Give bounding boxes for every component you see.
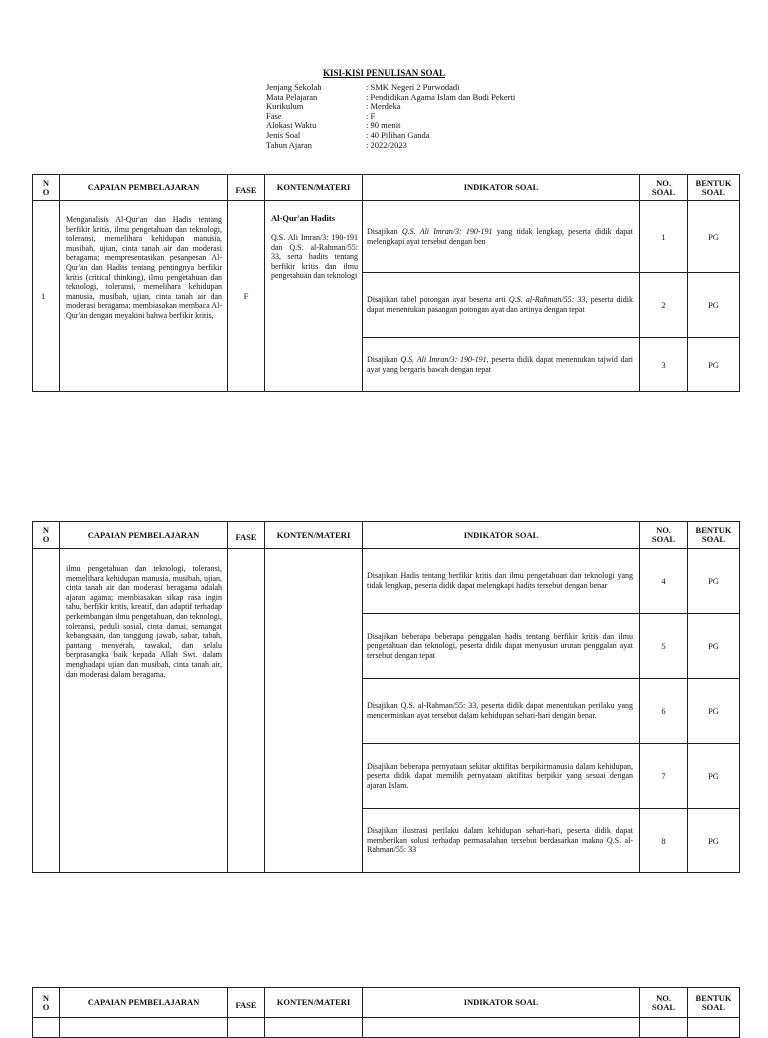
cell-bentuk: PG [688, 338, 740, 392]
cell-indikator: Disajikan beberapa pernyataan sekitar aktifitas berpikirmanusia dalam kehidupan, peserta didik dapat memilih pernyataan aktifitas berpikir yang sesuai dengan ajaran Islam. [363, 744, 640, 809]
cell-indikator: Disajikan Q.S. Ali Imran/3: 190-191, peserta didik dapat menentukan tajwid dari ayat yang bergaris bawah dengan tepat [363, 338, 640, 392]
cell-indikator: Disajikan Q.S. Ali Imran/3: 190-191 yang tidak lengkap, peserta didik dapat melengkapi ayat tersebut dengan ben [363, 201, 640, 273]
cell-no-soal: 5 [640, 614, 688, 679]
header-indikator: INDIKATOR SOAL [363, 522, 640, 549]
cell-fase: F [228, 201, 265, 392]
cell-bentuk: PG [688, 273, 740, 338]
cell-no-soal: 3 [640, 338, 688, 392]
cell-no: 1 [33, 201, 60, 392]
header-no-soal: NO. SOAL [640, 988, 688, 1018]
cell-bentuk: PG [688, 549, 740, 614]
cell-bentuk: PG [688, 201, 740, 273]
document-title: KISI-KISI PENULISAN SOAL [322, 68, 446, 78]
cell-konten [265, 201, 363, 392]
header-no: N O [33, 522, 60, 549]
cell-no-soal: 8 [640, 809, 688, 873]
header-capaian: CAPAIAN PEMBELAJARAN [60, 175, 228, 201]
table-row [33, 1018, 740, 1038]
header-bentuk: BENTUK SOAL [688, 988, 740, 1018]
meta-label: Jenis Soal [266, 129, 301, 140]
header-no: N O [33, 175, 60, 201]
header-no-soal: NO. SOAL [640, 175, 688, 201]
header-konten: KONTEN/MATERI [265, 988, 363, 1018]
table-row [33, 549, 740, 614]
header-bentuk: BENTUK SOAL [688, 522, 740, 549]
cell-bentuk: PG [688, 744, 740, 809]
meta-value: : SMK Negeri 2 Purwodadi [366, 82, 460, 92]
cell-no-soal: 4 [640, 549, 688, 614]
header-fase: FASE [228, 988, 265, 1018]
cell-no [33, 549, 60, 873]
meta-row [266, 141, 515, 151]
konten-heading: Al-Qur'an Hadits [271, 213, 335, 223]
document-meta [266, 83, 515, 150]
meta-value: : 2022/2023 [366, 139, 407, 150]
table-header-row [33, 988, 740, 1018]
table-header-row [33, 175, 740, 201]
cell-indikator: Disajikan ilustrasi perilaku dalam kehidupan sehari-hari, peserta didik dapat memberikan solusi terhadap permasalahan tersebut berdasarkan makna Q.S. al-Rahman/55: 33 [363, 809, 640, 873]
header-indikator: INDIKATOR SOAL [363, 175, 640, 201]
cell-no-soal: 6 [640, 679, 688, 744]
konten-body: Q.S. Ali Imran/3: 190-191 dan Q.S. al-Rahman/55: 33, serta hadits tentang berfikir kritis dan ilmu pengetahuan dan teknologi [271, 233, 358, 281]
meta-label: Kurikulum [266, 101, 304, 112]
header-bentuk: BENTUK SOAL [688, 175, 740, 201]
header-fase: FASE [228, 175, 265, 201]
cell-capaian: Menganalisis Al-Qur'an dan Hadis tentang berfikir kritis, ilmu pengetahuan dan teknologi, toleransi, memelihara kehidupan manusia, musibah, ujian, cinta tanah air dan moderasi beragama; mempresentasikan pesanpesan Al-Qur'an dan Hadits tentang pentingnya berfikir kritis (critical thinking), ilmu pengetahuan dan teknologi, toleransi, memelihara kehidupan manusia, musibah, ujian, cinta tanah air dan moderasi beragama; membiasakan membaca Al-Qur'an dengan meyakini bahwa berfikir kritis, [60, 201, 228, 392]
table-header-row [33, 522, 740, 549]
table-row [33, 201, 740, 273]
header-no: N O [33, 988, 60, 1018]
meta-label: Mata Pelajaran [266, 91, 318, 102]
meta-value: : 90 menit [366, 120, 401, 131]
meta-row [266, 102, 515, 112]
meta-value: : Merdeka [366, 101, 401, 112]
cell-konten [265, 549, 363, 873]
cell-no-soal: 1 [640, 201, 688, 273]
header-konten: KONTEN/MATERI [265, 175, 363, 201]
cell-indikator: Disajikan Hadis tentang berfikir kritis dan ilmu pengetahuan dan teknologi yang tidak lengkap, peserta didik dapat melengkapi hadits tersebut dengan benar [363, 549, 640, 614]
cell-no-soal: 7 [640, 744, 688, 809]
kisi-table-3 [32, 987, 740, 1038]
kisi-table-1 [32, 174, 740, 392]
cell-bentuk: PG [688, 614, 740, 679]
header-indikator: INDIKATOR SOAL [363, 988, 640, 1018]
header-konten: KONTEN/MATERI [265, 522, 363, 549]
meta-value: : F [366, 110, 376, 121]
header-no-soal: NO. SOAL [640, 522, 688, 549]
meta-label: Fase [266, 110, 282, 121]
kisi-table-2 [32, 521, 740, 873]
meta-label: Tahun Ajaran [266, 139, 312, 150]
meta-value: : 40 Pilihan Ganda [366, 129, 430, 140]
header-capaian: CAPAIAN PEMBELAJARAN [60, 522, 228, 549]
header-capaian: CAPAIAN PEMBELAJARAN [60, 988, 228, 1018]
meta-value: : Pendidikan Agama Islam dan Budi Pekerti [366, 91, 516, 102]
cell-capaian: ilmu pengetahuan dan teknologi, toleransi, memelihara kehidupan manusia, musibah, ujian, cinta tanah air dan moderasi beragama adalah ajaran agama; membiasakan sikap rasa ingin tahu, berfikir kritis, kreatif, dan adaptif terhadap perkembangan ilmu pengetahuan, dan teknologi, toleransi, peduli sosial, cinta damai, semangat kebangsaan, dan tanggung jawab, sabar, tabah, pantang menyerah, tawakal, dan selalu berprasangka baik kepada Allah Swt. dalam menghadapi ujian dan musibah, cinta tanah air, dan moderasi dalam beragama. [60, 549, 228, 873]
cell-bentuk: PG [688, 679, 740, 744]
meta-label: Jenjang Sekolah [266, 82, 322, 92]
cell-bentuk: PG [688, 809, 740, 873]
cell-indikator: Disajikan tabel potongan ayat beserta arti Q.S. al-Rahman/55: 33, peserta didik dapat menentukan pasangan potongan ayat dan artinya dengan tepat [363, 273, 640, 338]
cell-no-soal: 2 [640, 273, 688, 338]
header-fase: FASE [228, 522, 265, 549]
meta-label: Alokasi Waktu [266, 120, 317, 131]
cell-fase [228, 549, 265, 873]
cell-indikator: Disajikan beberapa beberapa penggalan hadis tentang berfikir kritis dan ilmu pengetahuan dan teknologi, peserta didik dapat menyusun urutan penggalan ayat tersebut dengan tepat [363, 614, 640, 679]
cell-indikator: Disajikan Q.S. al-Rahman/55: 33, peserta didik dapat menentukan perilaku yang mencerminkan ayat tersebut dalam kehidupan sehari-hari dengan benar. [363, 679, 640, 744]
